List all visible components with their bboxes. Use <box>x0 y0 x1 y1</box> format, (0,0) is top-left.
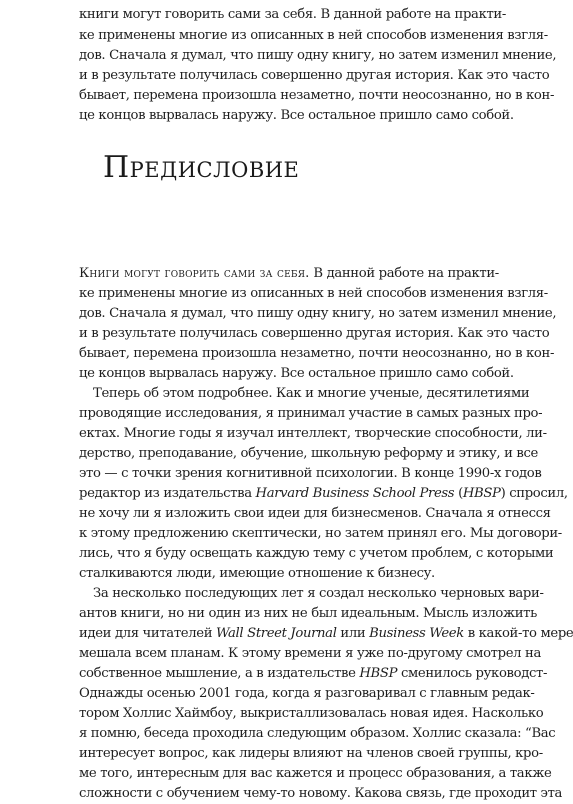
publisher-name: Harvard Business School Press <box>255 486 455 501</box>
text-line: ме того, интересным для вас кажется и процесс образования, а также <box>79 766 552 781</box>
text-line: к этому предложению скептически, но затем принял его. Мы договори- <box>79 526 562 541</box>
text-line-intro <box>79 264 531 284</box>
chapter-title: Предисловие <box>103 150 300 185</box>
line-part: ) спросил, <box>500 486 568 501</box>
line-part: сменилось руководст- <box>397 666 548 681</box>
text-line: ке применены многие из описанных в ней способов изменения взгля- <box>79 286 548 301</box>
text-line: дов. Сначала я думал, что пишу одну книгу, но затем изменил мнение, <box>79 306 557 321</box>
text-line: тором Холлис Хаймбоу, выкристаллизовалась новая идея. Насколько <box>79 706 544 721</box>
text-line: сложности с обучением чему-то новому. Какова связь, где проходит эта <box>79 786 563 801</box>
text-line: книги могут говорить сами за себя. В данной работе на практи- <box>79 7 506 22</box>
text-line: лись, что я буду освещать каждую тему с учетом проблем, с которыми <box>79 546 554 561</box>
bw-title: Business Week <box>369 626 464 641</box>
text-line: не хочу ли я изложить свои идеи для бизнесменов. Сначала я отнесся <box>79 506 551 521</box>
text-line: ектах. Многие годы я изучал интеллект, творческие способности, ли- <box>79 426 547 441</box>
text-line: бывает, перемена произошла незаметно, почти неосознанно, но в кон- <box>79 346 555 361</box>
text-line: мешала всем планам. К этому времени я уже по-другому смотрел на <box>79 646 541 661</box>
text-line: ке применены многие из описанных в ней способов изменения взгля- <box>79 28 548 43</box>
text-line <box>79 664 548 684</box>
text-line: проводящие исследования, я принимал участие в самых разных про- <box>79 406 543 421</box>
intro-rest: В данной работе на практи- <box>309 266 499 281</box>
text-line: Теперь об этом подробнее. Как и многие ученые, десятилетиями <box>93 386 530 401</box>
line-part: ( <box>454 486 463 501</box>
text-line: дерство, преподавание, обучение, школьную реформу и этику, и все <box>79 446 538 461</box>
wsj-title: Wall Street Journal <box>215 626 337 641</box>
text-line: и в результате получилась совершенно другая история. Как это часто <box>79 68 550 83</box>
line-part: редактор из издательства <box>79 486 256 501</box>
text-line: це концов вырвалась наружу. Все остальное пришло само собой. <box>79 366 514 381</box>
line-part: в какой-то мере <box>463 626 573 641</box>
publisher-abbr: HBSP <box>359 666 398 681</box>
text-line: За несколько последующих лет я создал несколько черновых вари- <box>93 586 544 601</box>
text-line: це концов вырвалась наружу. Все остальное пришло само собой. <box>79 108 514 123</box>
text-line: это — с точки зрения когнитивной психологии. В конце 1990-х годов <box>79 466 542 481</box>
text-line: и в результате получилась совершенно другая история. Как это часто <box>79 326 550 341</box>
text-line <box>79 624 573 644</box>
text-line: Однажды осенью 2001 года, когда я разговаривал с главным редак- <box>79 686 535 701</box>
text-line: я помню, беседа проходила следующим образом. Холлис сказала: “Вас <box>79 726 556 741</box>
line-part: собственное мышление, а в издательстве <box>79 666 360 681</box>
text-line: сталкиваются люди, имеющие отношение к бизнесу. <box>79 566 435 581</box>
text-line <box>79 484 568 504</box>
text-line: интересует вопрос, как лидеры влияют на членов своей группы, кро- <box>79 746 543 761</box>
publisher-abbr: HBSP <box>462 486 501 501</box>
intro-lead: Книги могут говорить сами за себя. <box>79 266 310 281</box>
text-line: дов. Сначала я думал, что пишу одну книгу, но затем изменил мнение, <box>79 48 557 63</box>
line-part: идеи для читателей <box>79 626 216 641</box>
text-line: антов книги, но ни один из них не был идеальным. Мысль изложить <box>79 606 537 621</box>
text-line: бывает, перемена произошла незаметно, почти неосознанно, но в кон- <box>79 88 555 103</box>
line-part: или <box>336 626 370 641</box>
